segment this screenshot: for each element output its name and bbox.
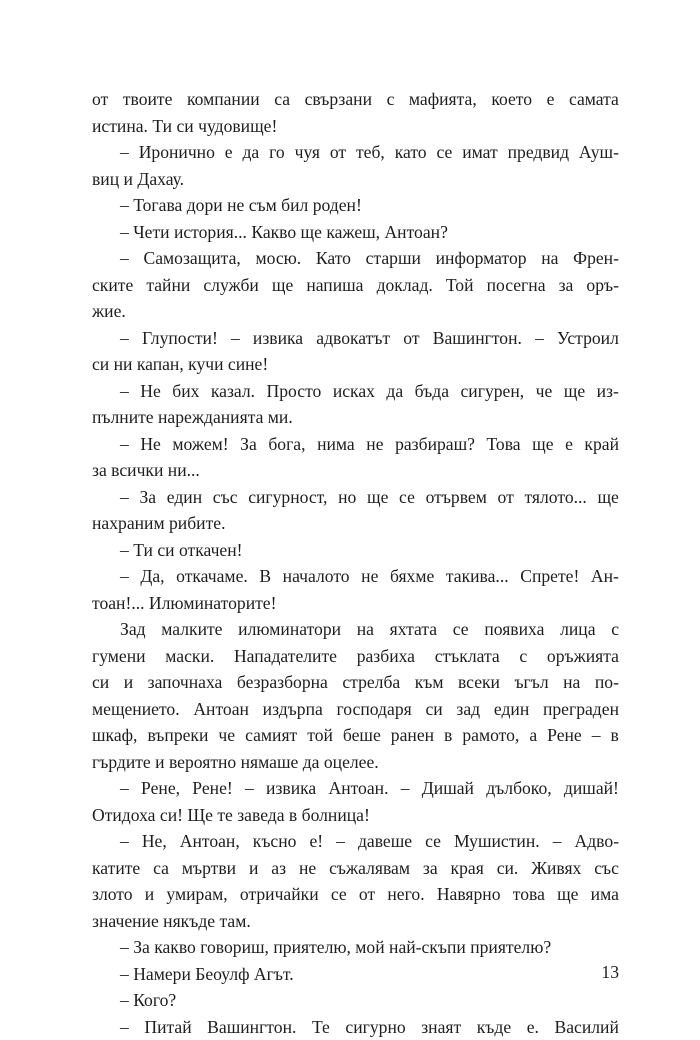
word: Не (140, 431, 161, 458)
word: ще (272, 272, 293, 299)
text-line (92, 139, 619, 166)
word: свързани (305, 86, 372, 113)
word: дишай! (564, 775, 619, 802)
word: – (120, 484, 129, 511)
word: бъда (415, 378, 449, 405)
word: Навярно (437, 881, 501, 908)
text-line (92, 563, 619, 590)
word: – (120, 1014, 129, 1040)
word: предвид (508, 139, 569, 166)
word: самата (569, 86, 619, 113)
word: края (451, 855, 484, 882)
word: от (403, 325, 419, 352)
line-text: си ни капан, кучи сине! (92, 351, 268, 378)
text-line (92, 881, 619, 908)
text-line (92, 696, 619, 723)
text-line (92, 961, 619, 988)
word: – (120, 378, 129, 405)
word: Не, (142, 828, 167, 855)
word: Това (487, 431, 521, 458)
word: Зад (120, 616, 146, 643)
word: което (491, 86, 532, 113)
word: това (513, 881, 545, 908)
word: За (139, 484, 156, 511)
line-text: тоан!... Илюминаторите! (92, 590, 276, 617)
word: беше (343, 722, 381, 749)
word: малките (161, 616, 222, 643)
word: мещението. (92, 696, 180, 723)
word: появиха (484, 616, 544, 643)
text-line (92, 431, 619, 458)
text-line (92, 987, 619, 1014)
text-line (92, 669, 619, 696)
word: е. (527, 1014, 539, 1040)
word: един (167, 484, 202, 511)
word: се (437, 139, 453, 166)
text-line (92, 272, 619, 299)
word: откачаме. (176, 563, 248, 590)
word: оръ- (586, 272, 619, 299)
word: с (387, 86, 395, 113)
line-text: – Кого? (120, 987, 176, 1014)
word: старши (366, 245, 421, 272)
word: Не (140, 378, 161, 405)
text-line (92, 245, 619, 272)
text-line (92, 86, 619, 113)
word: Да, (140, 563, 164, 590)
word: мосю. (255, 245, 301, 272)
word: съжалявам (329, 855, 410, 882)
word: – (553, 828, 562, 855)
text-line (92, 166, 619, 193)
word: зад (456, 696, 480, 723)
word: с (519, 643, 527, 670)
word: – (336, 828, 345, 855)
word: Рене (547, 722, 582, 749)
word: бих (172, 378, 199, 405)
text-line (92, 457, 619, 484)
word: гумени (92, 643, 146, 670)
word: извика (266, 775, 316, 802)
word: не (366, 431, 383, 458)
word: Нападателите (234, 643, 337, 670)
word: служби (203, 272, 258, 299)
word: късно (253, 828, 297, 855)
word: но (338, 484, 356, 511)
word: Ан- (591, 563, 619, 590)
line-text: виц и Дахау. (92, 166, 184, 193)
word: – (231, 325, 240, 352)
text-line (92, 351, 619, 378)
body-text (92, 86, 619, 1040)
word: и (124, 669, 133, 696)
word: безразборна (237, 669, 328, 696)
word: отричайки (240, 881, 319, 908)
word: са (274, 86, 290, 113)
word: бяхме (390, 563, 434, 590)
word: въпреки (147, 722, 208, 749)
word: Те (312, 1014, 330, 1040)
text-line (92, 616, 619, 643)
word: компании (187, 86, 260, 113)
word: се (331, 881, 347, 908)
word: са (153, 855, 169, 882)
word: Антоан. (328, 775, 388, 802)
word: от (330, 139, 346, 166)
word: със (594, 855, 619, 882)
word: сигурно (345, 1014, 405, 1040)
word: Ауш- (579, 139, 619, 166)
text-line (92, 219, 619, 246)
word: Иронично (139, 139, 215, 166)
word: за (423, 855, 438, 882)
word: Той (446, 272, 474, 299)
word: Френ- (573, 245, 619, 272)
word: посегна (487, 272, 546, 299)
text-line (92, 828, 619, 855)
word: информатор (436, 245, 527, 272)
word: не (361, 563, 378, 590)
word: по- (595, 669, 619, 696)
text-line (92, 749, 619, 776)
text-line (92, 192, 619, 219)
word: – (535, 325, 544, 352)
word: Дишай (422, 775, 474, 802)
word: имат (462, 139, 497, 166)
word: илюминатори (238, 616, 341, 643)
word: се (425, 828, 441, 855)
word: нима (317, 431, 355, 458)
word: знаят (421, 1014, 461, 1040)
word: издърпа (263, 696, 323, 723)
word: дълбоко, (486, 775, 551, 802)
text-line (92, 775, 619, 802)
word: мафията, (409, 86, 477, 113)
word: в (444, 722, 452, 749)
word: Вашингтон. (433, 325, 522, 352)
word: си (425, 696, 442, 723)
word: Спрете! (520, 563, 579, 590)
word: край (584, 431, 619, 458)
text-line (92, 298, 619, 325)
text-line (92, 590, 619, 617)
word: за (559, 272, 574, 299)
word: доклад. (377, 272, 433, 299)
word: го (269, 139, 285, 166)
word: – (245, 775, 254, 802)
word: Вашингтон. (207, 1014, 296, 1040)
line-text: Отидоха си! Ще те заведа в болница! (92, 802, 370, 829)
word: ранен (391, 722, 434, 749)
word: преграден (543, 696, 619, 723)
word: стрелба (342, 669, 400, 696)
word: Василий (555, 1014, 619, 1040)
word: той (307, 722, 333, 749)
text-line (92, 934, 619, 961)
word: злото (92, 881, 133, 908)
word: че (218, 722, 235, 749)
word: Питай (144, 1014, 191, 1040)
word: – (120, 325, 129, 352)
word: оръжията (547, 643, 619, 670)
word: тайни (146, 272, 190, 299)
word: ще (367, 484, 388, 511)
word: от (498, 484, 514, 511)
word: към (415, 669, 444, 696)
text-line (92, 510, 619, 537)
word: умирам, (166, 881, 227, 908)
word: отървем (426, 484, 487, 511)
word: е (225, 139, 233, 166)
line-text: – Тогава дори не съм бил роден! (120, 192, 362, 219)
word: къде (477, 1014, 511, 1040)
word: аз (271, 855, 286, 882)
word: адвокатът (316, 325, 390, 352)
word: а (529, 722, 537, 749)
line-text: – Ти си откачен! (120, 537, 243, 564)
word: ще (597, 484, 618, 511)
word: на (357, 616, 374, 643)
word: маски. (165, 643, 214, 670)
line-text: – За какво говориш, приятелю, мой най-скъпи приятелю? (120, 934, 551, 961)
word: е (565, 431, 573, 458)
word: – (592, 722, 601, 749)
line-text: нахраним рибите. (92, 510, 225, 537)
word: – (120, 245, 129, 272)
text-line (92, 722, 619, 749)
line-text: жие. (92, 298, 126, 325)
word: Устроил (557, 325, 619, 352)
word: За (240, 431, 257, 458)
word: началото (283, 563, 350, 590)
word: – (401, 775, 410, 802)
word: на (541, 245, 558, 272)
word: казал. (211, 378, 255, 405)
word: шкаф, (92, 722, 137, 749)
word: теб, (356, 139, 385, 166)
word: да (386, 378, 403, 405)
word: Антоан (193, 696, 249, 723)
word: е! (309, 828, 323, 855)
text-line (92, 325, 619, 352)
word: разбиха (357, 643, 415, 670)
word: ъгъл (514, 669, 548, 696)
word: ще (564, 378, 585, 405)
word: – (120, 775, 129, 802)
word: си (92, 669, 109, 696)
word: започнаха (148, 669, 223, 696)
word: е (547, 86, 555, 113)
word: давеше (358, 828, 412, 855)
word: – (120, 431, 129, 458)
word: на (563, 669, 580, 696)
line-text: – Намери Беоулф Агът. (120, 961, 294, 988)
word: има (591, 881, 619, 908)
word: да (242, 139, 259, 166)
word: – (120, 563, 129, 590)
line-text: пълните нарежданията ми. (92, 404, 293, 431)
word: такива... (446, 563, 509, 590)
line-text: истина. Ти си чудовище! (92, 113, 277, 140)
line-text: гърдите и вероятно нямаше да оцелее. (92, 749, 379, 776)
word: от (359, 881, 375, 908)
word: самият (245, 722, 297, 749)
word: като (395, 139, 427, 166)
word: мъртви (182, 855, 236, 882)
word: Самозащита, (143, 245, 240, 272)
word: Мушистин. (454, 828, 540, 855)
line-text: значение някъде там. (92, 908, 251, 935)
word: чуя (295, 139, 320, 166)
word: със (213, 484, 238, 511)
line-text: за всички ни... (92, 457, 200, 484)
word: с (611, 616, 619, 643)
text-line (92, 908, 619, 935)
word: рамото, (462, 722, 519, 749)
page-number: 13 (585, 962, 619, 983)
word: тялото... (524, 484, 586, 511)
word: от (92, 86, 108, 113)
word: Антоан, (180, 828, 240, 855)
word: в (611, 722, 619, 749)
text-line (92, 484, 619, 511)
word: се (399, 484, 415, 511)
word: яхтата (390, 616, 437, 643)
text-line (92, 378, 619, 405)
word: – (120, 139, 129, 166)
word: се (453, 616, 469, 643)
word: ще (557, 881, 578, 908)
word: не (299, 855, 316, 882)
text-line (92, 404, 619, 431)
word: бога, (268, 431, 305, 458)
word: – (120, 828, 129, 855)
word: си. (497, 855, 519, 882)
word: Глупости! (142, 325, 218, 352)
word: сигурност, (248, 484, 327, 511)
word: него. (387, 881, 424, 908)
text-line (92, 855, 619, 882)
word: Като (316, 245, 351, 272)
word: ските (92, 272, 133, 299)
word: из- (597, 378, 619, 405)
word: Просто (267, 378, 322, 405)
text-line (92, 643, 619, 670)
word: стъклата (435, 643, 500, 670)
word: господаря (337, 696, 412, 723)
word: и (145, 881, 154, 908)
line-text: – Чети история... Какво ще кажеш, Антоан? (120, 219, 448, 246)
word: напиша (306, 272, 363, 299)
word: и (249, 855, 258, 882)
word: Адво- (575, 828, 620, 855)
word: ще (532, 431, 553, 458)
word: Рене! (192, 775, 232, 802)
word: можем! (172, 431, 228, 458)
word: извика (253, 325, 303, 352)
word: исках (333, 378, 375, 405)
word: лица (560, 616, 595, 643)
word: В (259, 563, 271, 590)
word: всеки (458, 669, 500, 696)
word: Живях (531, 855, 581, 882)
text-line (92, 537, 619, 564)
text-line (92, 113, 619, 140)
word: че (536, 378, 553, 405)
word: катите (92, 855, 140, 882)
text-line (92, 802, 619, 829)
word: Рене, (141, 775, 180, 802)
word: сигурен, (461, 378, 525, 405)
word: разбираш? (395, 431, 475, 458)
word: един (494, 696, 529, 723)
word: твоите (123, 86, 173, 113)
